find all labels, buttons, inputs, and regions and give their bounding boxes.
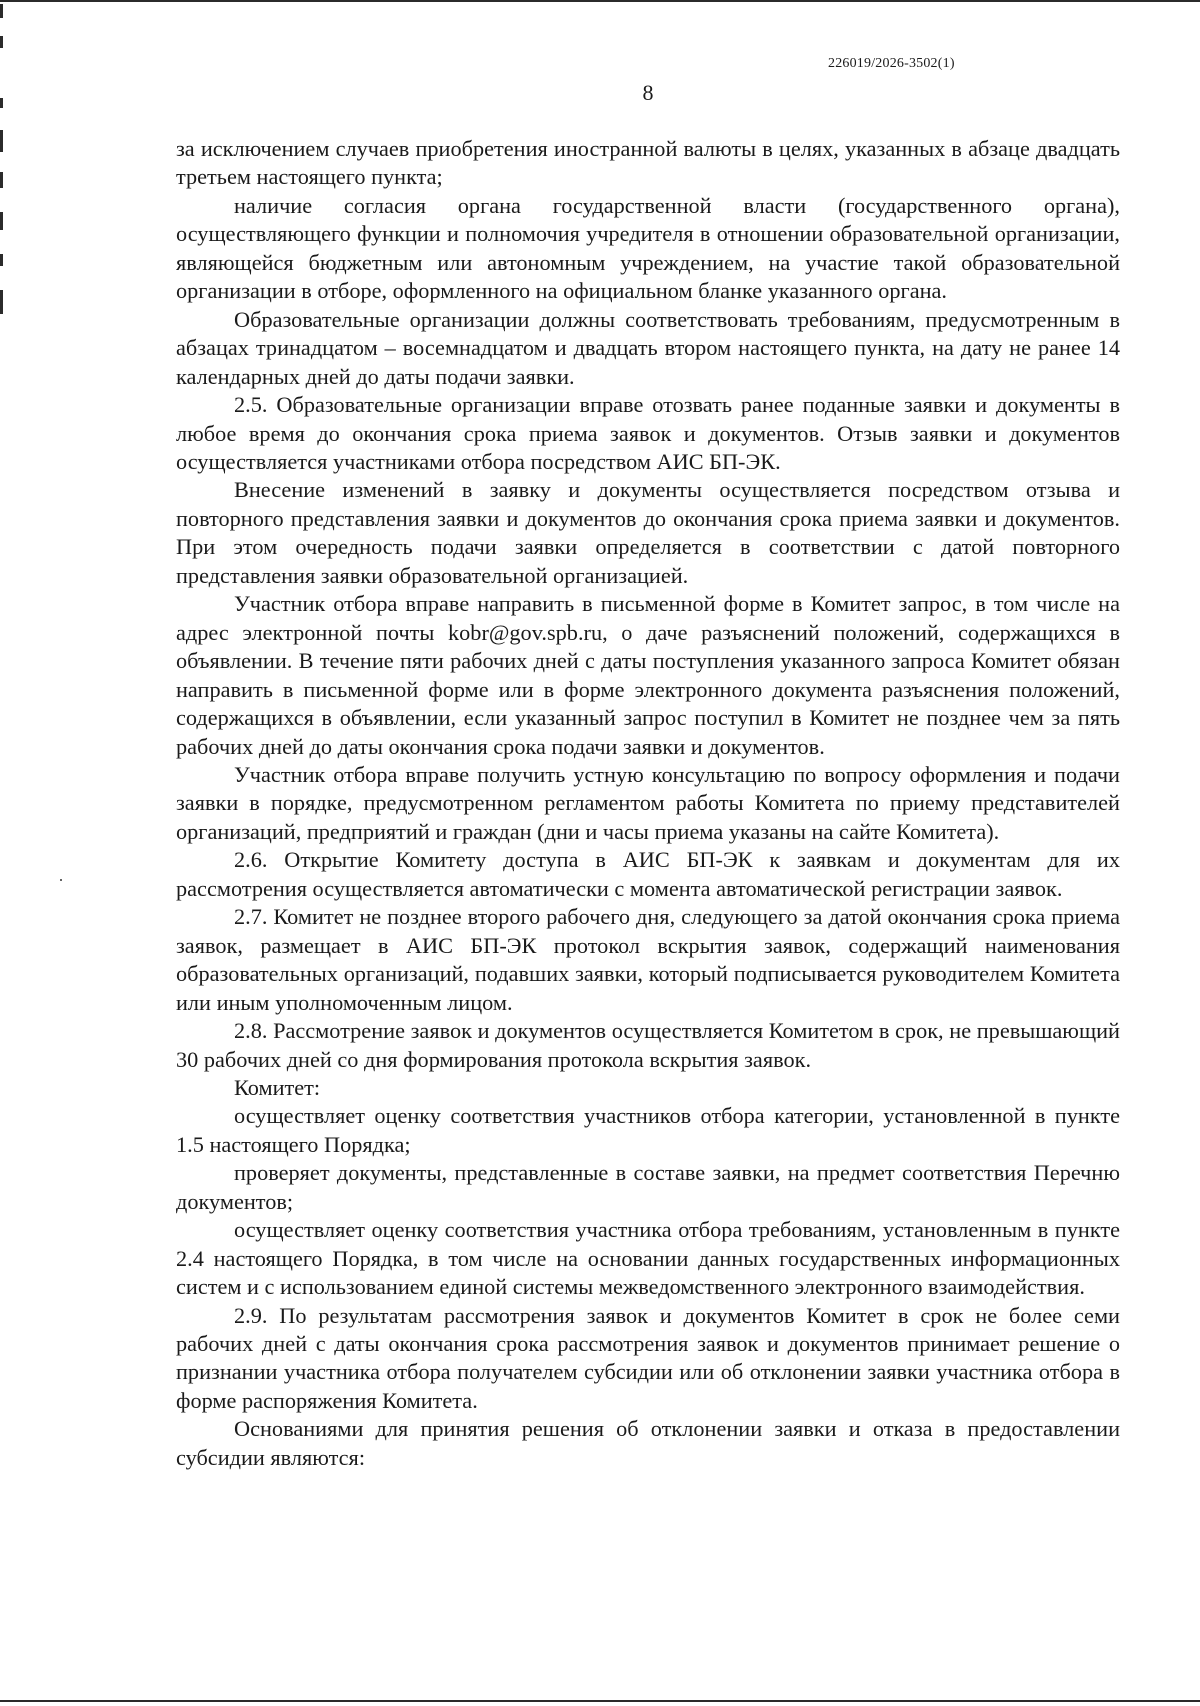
scan-speck [60, 879, 62, 881]
body-paragraph: за исключением случаев приобретения иностранной валюты в целях, указанных в абзаце двадцать третьем настоящего пункта; [176, 136, 1120, 190]
body-paragraph: 2.8. Рассмотрение заявок и документов осуществляется Комитетом в срок, не превышающий 30 рабочих дней со дня формирования протокола вскрытия заявок. [176, 1018, 1120, 1072]
page-number: 8 [642, 80, 654, 105]
scan-edge-mark [0, 290, 3, 314]
scan-edge-mark [0, 36, 3, 48]
body-paragraph: Участник отбора вправе получить устную консультацию по вопросу оформления и подачи заявки в порядке, предусмотренном регламентом работы Комитета по приему представителей организаций, предприятий и граждан (дни и часы приема указаны на сайте Комитета). [176, 761, 1120, 844]
scan-edge-mark [0, 4, 3, 18]
document-id: 226019/2026-3502(1) [828, 56, 955, 71]
body-paragraph: 2.6. Открытие Комитету доступа в АИС БП-ЭК к заявкам и документам для их рассмотрения осуществляется автоматически с момента автоматической регистрации заявок. [176, 847, 1120, 901]
scan-edge-mark [0, 212, 3, 230]
body-paragraph: 2.7. Комитет не позднее второго рабочего дня, следующего за датой окончания срока приема заявок, размещает в АИС БП-ЭК протокол вскрытия заявок, содержащий наименования образовательных организаций, подавших заявки, который подписывается руководителем Комитета или иным уполномоченным лицом. [176, 904, 1120, 1015]
body-paragraph: Внесение изменений в заявку и документы осуществляется посредством отзыва и повторного представления заявки и документов до окончания срока приема заявки и документов. При этом очередность подачи заявки определяется в соответствии с датой повторного представления заявки образовательной организацией. [176, 477, 1120, 588]
body-paragraph: осуществляет оценку соответствия участников отбора категории, установленной в пункте 1.5 настоящего Порядка; [176, 1103, 1120, 1157]
document-body [176, 135, 1120, 1472]
body-paragraph: проверяет документы, представленные в составе заявки, на предмет соответствия Перечню документов; [176, 1160, 1120, 1214]
body-paragraph: Образовательные организации должны соответствовать требованиям, предусмотренным в абзацах тринадцатом – восемнадцатом и двадцать втором настоящего пункта, на дату не ранее 14 календарных дней до даты подачи заявки. [176, 306, 1120, 389]
body-paragraph: Комитет: [234, 1074, 321, 1100]
scan-border-bottom [0, 1700, 1200, 1702]
scan-edge-mark [0, 172, 3, 188]
scan-edge-mark [0, 254, 3, 266]
body-paragraph: наличие согласия органа государственной власти (государственного органа), осуществляющего функции и полномочия учредителя в отношении образовательной организации, являющейся бюджетным или автономным учреждением, на участие такой образовательной организации в отборе, оформленного на официальном бланке указанного органа. [176, 192, 1120, 304]
body-paragraph: 2.5. Образовательные организации вправе отозвать ранее поданные заявки и документы в любое время до окончания срока приема заявок и документов. Отзыв заявки и документов осуществляется участниками отбора посредством АИС БП-ЭК. [176, 392, 1120, 474]
body-paragraph: Участник отбора вправе направить в письменной форме в Комитет запрос, в том числе на адрес электронной почты kobr@gov.spb.ru, о даче разъяснений положений, содержащихся в объявлении. В течение пяти рабочих дней с даты поступления указанного запроса Комитет обязан направить в письменной форме или в форме электронного документа разъяснения положений, содержащихся в объявлении, если указанный запрос поступил в Комитет не позднее чем за пять рабочих дней до даты окончания срока подачи заявки и документов. [176, 591, 1120, 759]
body-paragraph: 2.9. По результатам рассмотрения заявок и документов Комитет в срок не более семи рабочих дней с даты окончания срока рассмотрения заявок и документов принимает решение о признании участника отбора получателем субсидии или об отклонении заявки участника отбора в форме распоряжения Комитета. [176, 1302, 1120, 1413]
body-paragraph: осуществляет оценку соответствия участника отбора требованиям, установленным в пункте 2.4 настоящего Порядка, в том числе на основании данных государственных информационных систем и с использованием единой системы межведомственного электронного взаимодействия. [176, 1217, 1120, 1300]
scan-edge-mark [0, 130, 3, 152]
body-paragraph: Основаниями для принятия решения об отклонении заявки и отказа в предоставлении субсидии являются: [176, 1416, 1120, 1470]
scan-border-top [0, 0, 1200, 2]
